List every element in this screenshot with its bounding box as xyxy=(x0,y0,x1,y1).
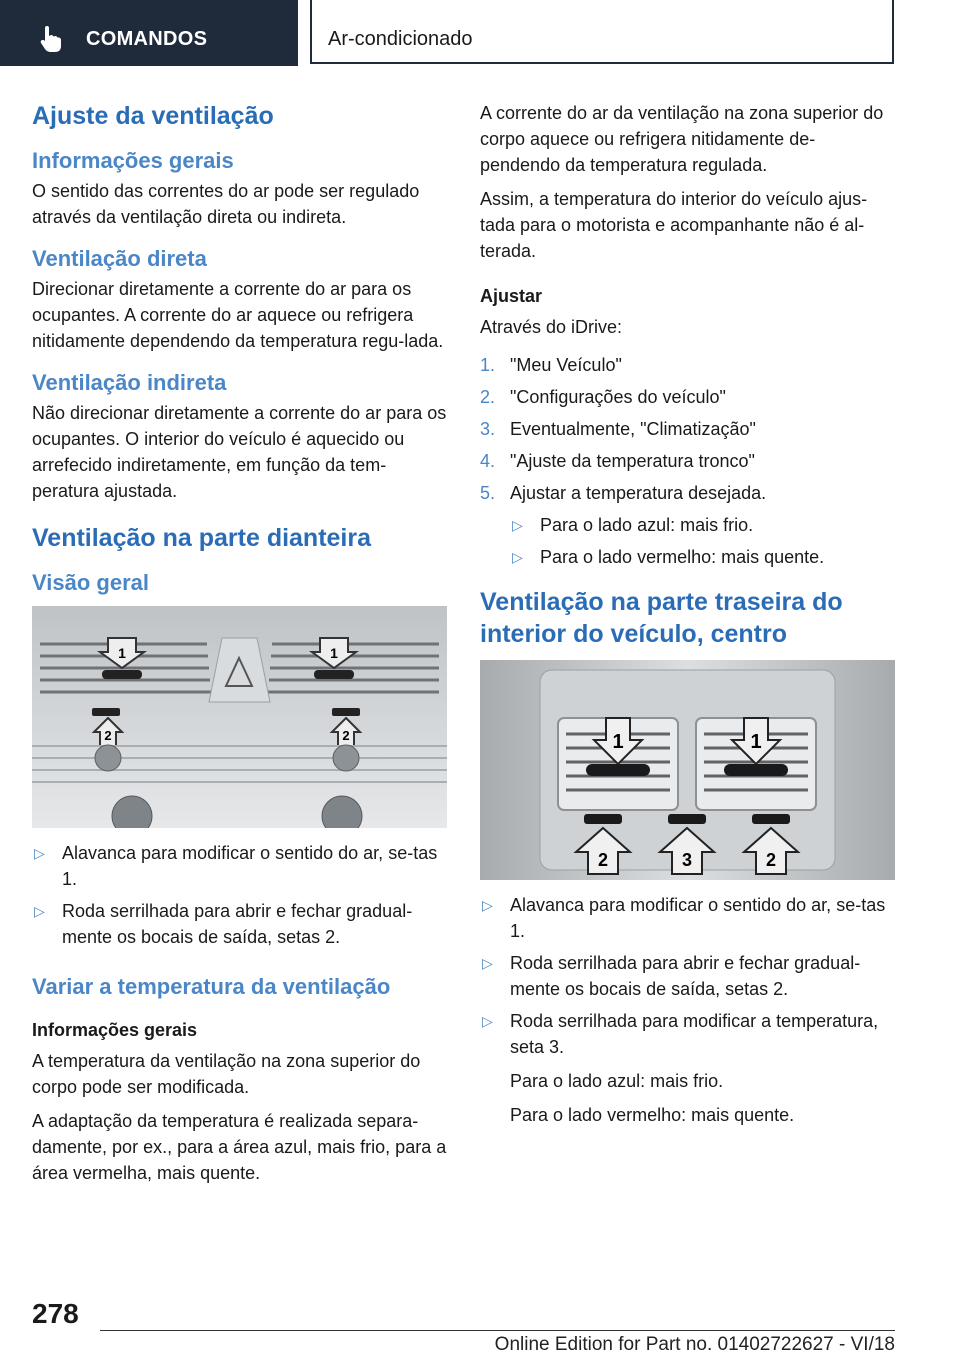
front-arrow-2-label: 2 xyxy=(104,728,112,743)
list-item: ▷ Roda serrilhada para modificar a temperatura, seta 3. xyxy=(480,1008,895,1060)
paragraph-right-2: Assim, a temperatura do interior do veículo ajus-tada para o motorista e acompanhante não é al-terada. xyxy=(480,189,868,261)
front-bullets xyxy=(32,840,447,950)
triangle-bullet-icon: ▷ xyxy=(482,897,493,913)
paragraph-vary-1: A temperatura da ventilação na zona superior do corpo pode ser modificada. xyxy=(32,1051,421,1097)
triangle-bullet-icon: ▷ xyxy=(34,903,45,919)
list-item: 2. "Configurações do veículo" xyxy=(480,387,726,407)
paragraph-vary-2: A adaptação da temperatura é realizada separa-damente, por ex., para a área azul, mais frio, para a área vermelha, mais quente. xyxy=(32,1111,447,1183)
triangle-bullet-icon: ▷ xyxy=(512,517,523,533)
heading-variar-temperatura: Variar a temperatura da ventilação xyxy=(32,974,391,999)
paragraph-blue: Para o lado azul: mais frio. xyxy=(510,1071,724,1091)
front-vents-photo xyxy=(32,606,447,828)
list-item: 1. "Meu Veículo" xyxy=(480,355,622,375)
triangle-bullet-icon: ▷ xyxy=(34,845,45,861)
list-item: 3. Eventualmente, "Climatização" xyxy=(480,419,756,439)
triangle-bullet-icon: ▷ xyxy=(482,955,493,971)
list-item: ▷ Roda serrilhada para abrir e fechar gradual-mente os bocais de saída, setas 2. xyxy=(32,898,447,950)
heading-ajuste-ventilacao: Ajuste da ventilação xyxy=(32,102,274,130)
list-item: ▷ Para o lado azul: mais frio. xyxy=(510,512,895,538)
footer-divider xyxy=(100,1330,895,1331)
paragraph-red: Para o lado vermelho: mais quente. xyxy=(510,1105,795,1125)
front-arrow-1-label: 1 xyxy=(118,645,126,661)
heading-ventilacao-dianteira: Ventilação na parte dianteira xyxy=(32,524,372,552)
right-column xyxy=(480,100,895,1136)
rear-arrow-2-label: 2 xyxy=(765,850,777,870)
paragraph-indirect: Não direcionar diretamente a corrente do ar para os ocupantes. O interior do veículo é aquecido ou arrefecido indiretamente, em função da tem-peratura ajustada. xyxy=(32,403,447,501)
heading-informacoes-gerais-2: Informações gerais xyxy=(32,1020,198,1040)
paragraph-info: O sentido das correntes do ar pode ser regulado através da ventilação direta ou indireta. xyxy=(32,181,420,227)
heading-ventilacao-traseira: Ventilação na parte traseira do interior do veículo, centro xyxy=(480,588,843,648)
left-column xyxy=(32,100,447,1194)
list-item: ▷ Roda serrilhada para abrir e fechar gradual-mente os bocais de saída, setas 2. xyxy=(480,950,895,1002)
section-tab-label: COMANDOS xyxy=(86,28,208,50)
section-tab-bar xyxy=(0,0,298,66)
hand-pointer-icon xyxy=(36,24,66,54)
chapter-title: Ar-condicionado xyxy=(328,28,473,50)
sub-steps xyxy=(510,512,895,570)
rear-arrow-2-label: 2 xyxy=(597,850,609,870)
heading-ajustar: Ajustar xyxy=(480,286,543,306)
paragraph-direct: Direcionar diretamente a corrente do ar para os ocupantes. A corrente do ar aquece ou refrigera nitidamente dependendo da temperatura regu-lada. xyxy=(32,279,444,351)
triangle-bullet-icon: ▷ xyxy=(482,1013,493,1029)
heading-ventilacao-direta: Ventilação direta xyxy=(32,246,207,271)
rear-vents-photo xyxy=(480,660,895,880)
list-item: ▷ Alavanca para modificar o sentido do ar, se-tas 1. xyxy=(32,840,447,892)
paragraph-idrive: Através do iDrive: xyxy=(480,317,623,337)
front-arrow-2-label: 2 xyxy=(342,728,350,743)
chapter-header xyxy=(310,0,894,64)
heading-informacoes-gerais: Informações gerais xyxy=(32,148,234,173)
triangle-bullet-icon: ▷ xyxy=(512,549,523,565)
rear-arrow-3-label: 3 xyxy=(681,850,693,870)
rear-arrow-1-label: 1 xyxy=(750,731,762,753)
rear-arrow-1-label: 1 xyxy=(612,731,624,753)
edition-footer: Online Edition for Part no. 01402722627 - VI/18 xyxy=(494,1334,895,1355)
heading-visao-geral: Visão geral xyxy=(32,570,149,595)
front-arrow-1-label: 1 xyxy=(330,645,338,661)
paragraph-right-1: A corrente do ar da ventilação na zona superior do corpo aquece ou refrigera nitidamente de-pendendo da temperatura regulada. xyxy=(480,103,884,175)
heading-ventilacao-indireta: Ventilação indireta xyxy=(32,370,227,395)
list-item: ▷ Alavanca para modificar o sentido do ar, se-tas 1. xyxy=(480,892,895,944)
rear-bullets xyxy=(480,892,895,1060)
list-item: 4. "Ajuste da temperatura tronco" xyxy=(480,451,755,471)
list-item: ▷ Para o lado vermelho: mais quente. xyxy=(510,544,895,570)
page-number: 278 xyxy=(32,1298,79,1329)
steps-list xyxy=(480,352,895,570)
list-item: 5. Ajustar a temperatura desejada. ▷ Para o lado azul: mais frio. ▷ Para o lado vermelho: mais quente. xyxy=(480,480,895,570)
